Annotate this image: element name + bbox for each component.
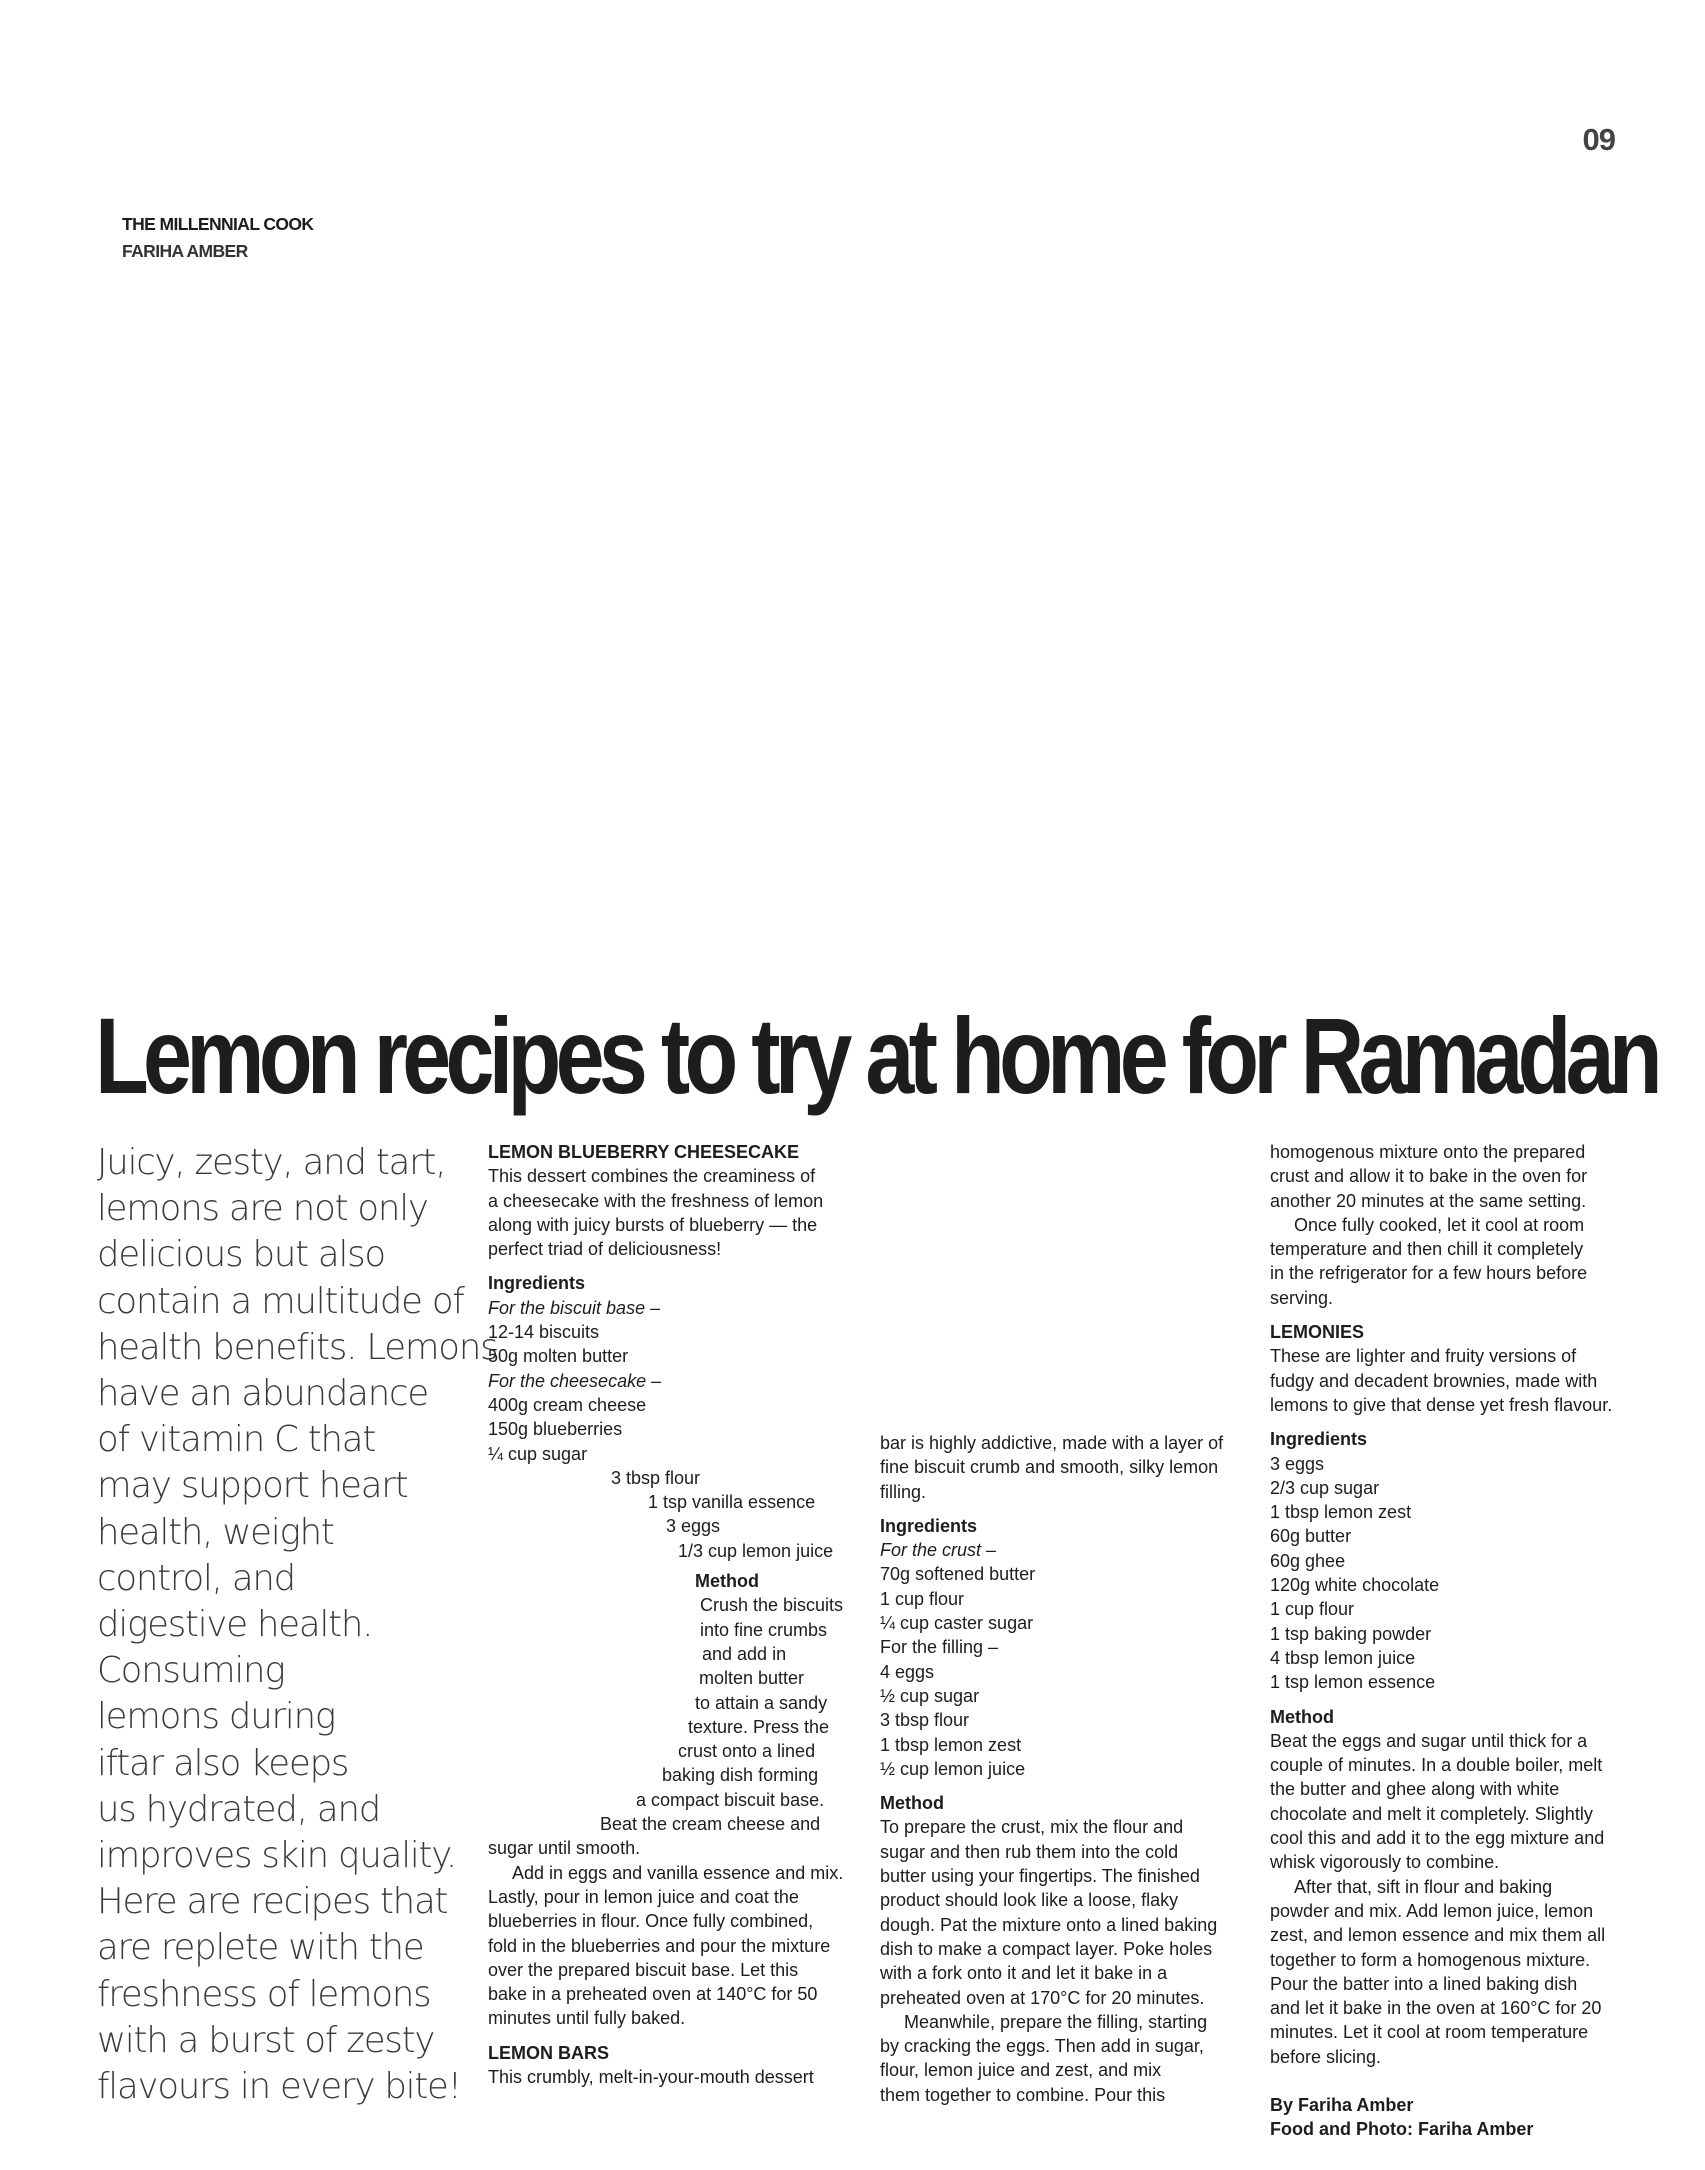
method-line: by cracking the eggs. Then add in sugar, — [880, 2036, 1204, 2057]
ingredient-item: 50g molten butter — [488, 1346, 629, 1367]
method-line: before slicing. — [1270, 2046, 1382, 2067]
ingredient-item: 1 tsp vanilla essence — [648, 1492, 816, 1513]
intro-line: delicious but also — [97, 1234, 385, 1276]
method-line: with a fork onto it and let it bake in a — [880, 1963, 1168, 1984]
intro-line: Here are recipes that — [97, 1881, 448, 1923]
method-line: crust and allow it to bake in the oven for — [1270, 1166, 1588, 1187]
method-line: chocolate and melt it completely. Slightly — [1270, 1803, 1593, 1824]
ingredient-item: 3 tbsp flour — [880, 1710, 970, 1731]
method-line: molten butter — [699, 1668, 805, 1689]
intro-line: are replete with the — [97, 1927, 424, 1969]
method-line: cool this and add it to the egg mixture and — [1270, 1828, 1605, 1849]
method-line: a compact biscuit base. — [636, 1789, 825, 1810]
cheesecake-label: For the cheesecake – — [488, 1370, 662, 1391]
intro-line: flavours in every bite! — [97, 2066, 461, 2108]
section-author: FARIHA AMBER — [122, 241, 248, 261]
method-line: butter using your fingertips. The finished — [880, 1866, 1200, 1887]
column-1 — [488, 1140, 858, 2089]
method-line: Pour the batter into a lined baking dish — [1270, 1973, 1578, 1994]
ingredient-item: 3 tbsp flour — [611, 1467, 701, 1488]
intro-line: of vitamin C that — [97, 1419, 376, 1461]
intro-line: health benefits. Lemons — [97, 1326, 498, 1368]
bars-method-heading: Method — [880, 1793, 944, 1814]
intro-line: improves skin quality. — [97, 1835, 457, 1877]
method-line: texture. Press the — [688, 1716, 830, 1737]
method-line: crust onto a lined — [678, 1741, 816, 1762]
intro-blurb — [97, 1140, 498, 2110]
biscuit-base-label: For the biscuit base – — [488, 1297, 661, 1318]
lemonies-method-heading: Method — [1270, 1706, 1334, 1727]
method-line: Once fully cooked, let it cool at room — [1294, 1214, 1585, 1235]
lemonies-desc-line: fudgy and decadent brownies, made with — [1270, 1370, 1598, 1391]
method-line: and let it bake in the oven at 160°C for 20 — [1270, 1998, 1602, 2019]
intro-line: digestive health. — [97, 1604, 373, 1646]
intro-line: may support heart — [97, 1465, 408, 1507]
ingredient-item: 70g softened butter — [880, 1564, 1036, 1585]
cheesecake-desc-line: This dessert combines the creaminess of — [488, 1166, 816, 1187]
ingredient-item: ½ cup lemon juice — [880, 1758, 1026, 1779]
ingredient-item: 3 eggs — [666, 1516, 721, 1537]
method-line: to attain a sandy — [695, 1692, 828, 1713]
method-line: dough. Pat the mixture onto a lined baking — [880, 1914, 1218, 1935]
crust-label: For the crust – — [880, 1540, 997, 1561]
method-line: blueberries in flour. Once fully combined, — [488, 1911, 814, 1932]
lemon-bars-desc-line: filling. — [880, 1481, 927, 1502]
ingredient-item: 12-14 biscuits — [488, 1322, 600, 1343]
ingredient-item: 3 eggs — [1270, 1453, 1325, 1474]
method-line: fold in the blueberries and pour the mixture — [488, 1935, 831, 1956]
lemonies-ingredients-heading: Ingredients — [1270, 1429, 1368, 1450]
method-line: preheated oven at 170°C for 20 minutes. — [880, 1987, 1205, 2008]
method-line: whisk vigorously to combine. — [1270, 1852, 1500, 1873]
method-line: Beat the cream cheese and — [600, 1814, 821, 1835]
ingredient-item: ¼ cup caster sugar — [880, 1613, 1034, 1634]
method-line: product should look like a loose, flaky — [880, 1890, 1179, 1911]
method-line: To prepare the crust, mix the flour and — [880, 1817, 1184, 1838]
intro-line: iftar also keeps — [97, 1742, 349, 1784]
ingredient-item: ¼ cup sugar — [488, 1443, 588, 1464]
ingredient-item: 4 eggs — [880, 1661, 935, 1682]
method-line: After that, sift in flour and baking — [1294, 1876, 1553, 1897]
method-line: together to form a homogenous mixture. — [1270, 1949, 1591, 1970]
ingredient-item: 1 cup flour — [1270, 1599, 1355, 1620]
lemon-bars-desc-line: bar is highly addictive, made with a layer of — [880, 1433, 1224, 1453]
ingredient-item: 400g cream cheese — [488, 1394, 647, 1415]
intro-line: Consuming — [97, 1650, 285, 1692]
method-line: into fine crumbs — [700, 1619, 828, 1640]
method-line: serving. — [1270, 1287, 1334, 1308]
intro-line: have an abundance — [97, 1373, 428, 1415]
method-line: flour, lemon juice and zest, and mix — [880, 2060, 1162, 2081]
ingredient-item: 60g butter — [1270, 1526, 1352, 1547]
lemonies-desc-line: lemons to give that dense yet fresh flavour. — [1270, 1394, 1613, 1415]
method-line: Meanwhile, prepare the filling, starting — [904, 2011, 1208, 2032]
method-line: temperature and then chill it completely — [1270, 1239, 1584, 1260]
method-line: bake in a preheated oven at 140°C for 50 — [488, 1984, 818, 2005]
method-line: Crush the biscuits — [700, 1595, 844, 1616]
method-line: baking dish forming — [662, 1765, 819, 1786]
intro-line: with a burst of zesty — [97, 2019, 435, 2061]
headline: Lemon recipes to try at home for Ramadan — [95, 995, 1657, 1116]
method-line: over the prepared biscuit base. Let this — [488, 1959, 799, 1980]
lemon-bars-desc-line: This crumbly, melt-in-your-mouth dessert — [488, 2066, 814, 2087]
method-line: minutes. Let it cool at room temperature — [1270, 2022, 1589, 2043]
cheesecake-method-heading: Method — [695, 1571, 759, 1592]
intro-line: freshness of lemons — [97, 1973, 431, 2015]
intro-line: Juicy, zesty, and tart, — [97, 1142, 446, 1183]
method-line: sugar and then rub them into the cold — [880, 1841, 1179, 1862]
ingredient-item: 2/3 cup sugar — [1270, 1477, 1380, 1498]
bars-ingredients-heading: Ingredients — [880, 1515, 978, 1536]
column-3 — [1270, 1140, 1640, 2142]
intro-line: lemons are not only — [97, 1188, 428, 1230]
ingredient-item: 1/3 cup lemon juice — [678, 1540, 834, 1561]
method-line: Add in eggs and vanilla essence and mix. — [512, 1862, 844, 1883]
method-line: the butter and ghee along with white — [1270, 1779, 1560, 1800]
ingredient-item: 1 tbsp lemon zest — [1270, 1502, 1412, 1523]
method-line: couple of minutes. In a double boiler, melt — [1270, 1755, 1603, 1776]
cheesecake-ingredients-heading: Ingredients — [488, 1273, 586, 1294]
ingredient-item: 60g ghee — [1270, 1550, 1346, 1571]
ingredient-item: 1 tsp lemon essence — [1270, 1672, 1436, 1693]
method-line: minutes until fully baked. — [488, 2008, 686, 2029]
lemon-bars-title: LEMON BARS — [488, 2042, 609, 2063]
method-line: homogenous mixture onto the prepared — [1270, 1142, 1586, 1162]
ingredient-item: 1 tsp baking powder — [1270, 1623, 1432, 1644]
cheesecake-desc-line: along with juicy bursts of blueberry — the — [488, 1214, 818, 1235]
intro-line: control, and — [97, 1557, 296, 1599]
ingredient-item: 4 tbsp lemon juice — [1270, 1647, 1416, 1668]
method-line: Beat the eggs and sugar until thick for a — [1270, 1730, 1588, 1751]
cheesecake-title: LEMON BLUEBERRY CHEESECAKE — [488, 1142, 800, 1162]
cheesecake-desc-line: a cheesecake with the freshness of lemon — [488, 1190, 824, 1211]
ingredient-item: ½ cup sugar — [880, 1685, 980, 1706]
lemon-bars-desc-line: fine biscuit crumb and smooth, silky lemon — [880, 1457, 1219, 1478]
photo-credit: Food and Photo: Fariha Amber — [1270, 2119, 1534, 2140]
method-line: dish to make a compact layer. Poke holes — [880, 1938, 1213, 1959]
method-line: sugar until smooth. — [488, 1838, 641, 1859]
ingredient-item: 120g white chocolate — [1270, 1575, 1440, 1596]
filling-label: For the filling – — [880, 1637, 999, 1658]
column-2 — [880, 1431, 1250, 2107]
byline: By Fariha Amber — [1270, 2094, 1414, 2115]
lemonies-desc-line: These are lighter and fruity versions of — [1270, 1346, 1577, 1367]
intro-line: us hydrated, and — [97, 1788, 381, 1830]
ingredient-item: 1 tbsp lemon zest — [880, 1734, 1022, 1755]
section-name: THE MILLENNIAL COOK — [122, 214, 314, 234]
method-line: Lastly, pour in lemon juice and coat the — [488, 1886, 799, 1907]
method-line: zest, and lemon essence and mix them all — [1270, 1925, 1606, 1946]
cheesecake-desc-line: perfect triad of deliciousness! — [488, 1239, 722, 1260]
intro-line: lemons during — [97, 1696, 335, 1738]
method-line: and add in — [702, 1643, 787, 1664]
lemonies-title: LEMONIES — [1270, 1322, 1365, 1343]
intro-line: contain a multitude of — [97, 1280, 464, 1322]
method-line: another 20 minutes at the same setting. — [1270, 1190, 1587, 1211]
ingredient-item: 150g blueberries — [488, 1419, 623, 1440]
ingredient-item: 1 cup flour — [880, 1588, 965, 1609]
method-line: powder and mix. Add lemon juice, lemon — [1270, 1900, 1594, 1921]
intro-line: health, weight — [97, 1511, 334, 1553]
method-line: in the refrigerator for a few hours before — [1270, 1263, 1588, 1284]
method-line: them together to combine. Pour this — [880, 2084, 1166, 2105]
page-number: 09 — [1582, 122, 1615, 157]
